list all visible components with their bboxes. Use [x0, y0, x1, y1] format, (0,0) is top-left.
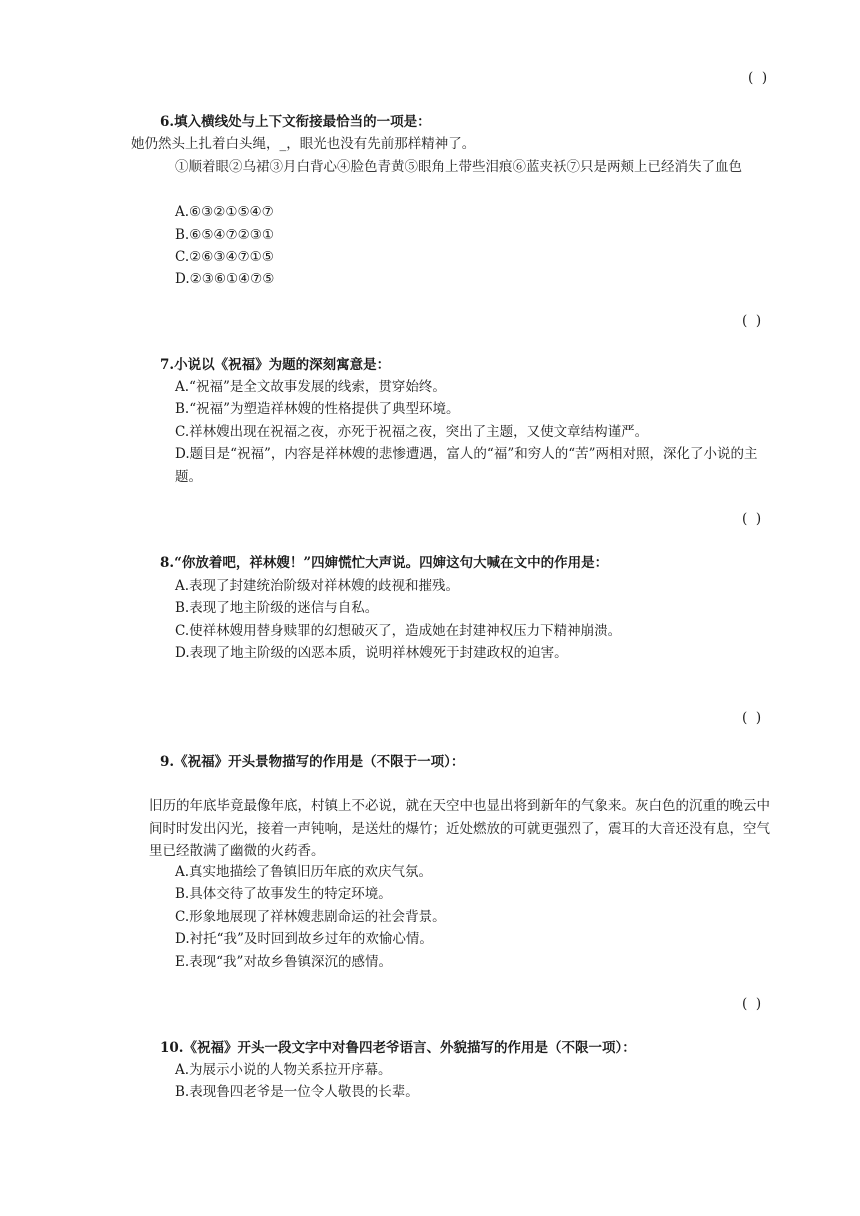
question-8-option-c: C.使祥林嫂用替身赎罪的幻想破灭了，造成她在封建神权压力下精神崩溃。: [175, 623, 622, 639]
question-6-title: 6.填入横线处与上下文衔接最恰当的一项是：: [160, 114, 431, 130]
question-6-option-a: A.⑥③②①⑤④⑦: [175, 204, 274, 220]
question-9-option-e: E.表现“我”对故乡鲁镇深沉的感情。: [175, 954, 392, 970]
question-8-option-b: B.表现了地主阶级的迷信与自私。: [175, 600, 379, 616]
question-6-option-c: C.②⑥③④⑦①⑤: [175, 249, 274, 265]
question-6-option-d: D.②③⑥①④⑦⑤: [175, 271, 275, 287]
question-7-option-d-text: D.题目是“祝福”，内容是祥林嫂的悲惨遭遇，富人的“福”和穷人的“苦”两相对照，深化了小说的主题。: [175, 446, 758, 485]
question-9-option-a: A.真实地描绘了鲁镇旧历年底的欢庆气氛。: [175, 864, 433, 880]
question-10-option-b: B.表现鲁四老爷是一位令人敬畏的长辈。: [175, 1084, 419, 1100]
question-7-title: 7.小说以《祝福》为题的深刻寓意是：: [160, 357, 391, 373]
answer-bracket: ( ): [742, 511, 762, 527]
question-10-option-a: A.为展示小说的人物关系拉开序幕。: [175, 1062, 392, 1078]
question-9-passage: [131, 795, 781, 863]
question-10-title: 10.《祝福》开头一段文字中对鲁四老爷语言、外貌描写的作用是（不限一项）：: [160, 1040, 636, 1056]
answer-bracket: ( ): [742, 710, 762, 726]
question-7-option-a: A.“祝福”是全文故事发展的线索，贯穿始终。: [175, 379, 446, 395]
question-9-option-c: C.形象地展现了祥林嫂悲剧命运的社会背景。: [175, 909, 446, 925]
question-9-option-b: B.具体交待了故事发生的特定环境。: [175, 886, 392, 902]
question-6-items: [131, 156, 781, 179]
question-8-title: 8.“你放着吧，祥林嫂！”四婶慌忙大声说。四婶这句大喊在文中的作用是：: [160, 555, 609, 571]
answer-bracket: ( ): [742, 996, 762, 1012]
question-7-option-d: [131, 443, 781, 488]
question-7-option-c: C.祥林嫂出现在祝福之夜，亦死于祝福之夜，突出了主题，又使文章结构谨严。: [175, 424, 649, 440]
question-6-items-text: ①顺着眼②乌裙③月白背心④脸色青黄⑤眼角上带些泪痕⑥蓝夹袄⑦只是两颊上已经消失了血色: [175, 159, 742, 175]
question-9-title: 9.《祝福》开头景物描写的作用是（不限于一项）：: [160, 754, 465, 770]
question-8-option-d: D.表现了地主阶级的凶恶本质，说明祥林嫂死于封建政权的迫害。: [175, 645, 568, 661]
question-6-option-b: B.⑥⑤④⑦②③①: [175, 227, 274, 243]
question-8-option-a: A.表现了封建统治阶级对祥林嫂的歧视和摧残。: [175, 578, 460, 594]
question-7-option-b: B.“祝福”为塑造祥林嫂的性格提供了典型环境。: [175, 401, 460, 417]
question-6-stem: 她仍然头上扎着白头绳，_，眼光也没有先前那样精神了。: [131, 136, 476, 152]
question-9-option-d: D.衬托“我”及时回到故乡过年的欢愉心情。: [175, 931, 433, 947]
answer-bracket: ( ): [742, 313, 762, 329]
answer-bracket: ( ): [748, 70, 768, 86]
question-9-passage-text: 旧历的年底毕竟最像年底，村镇上不必说，就在天空中也显出将到新年的气象来。灰白色的沉重的晚云中间时时发出闪光，接着一声钝响，是送灶的爆竹；近处燃放的可就更强烈了，震耳的大音还没有息，空气里已经散满了幽微的火药香。: [149, 798, 770, 859]
